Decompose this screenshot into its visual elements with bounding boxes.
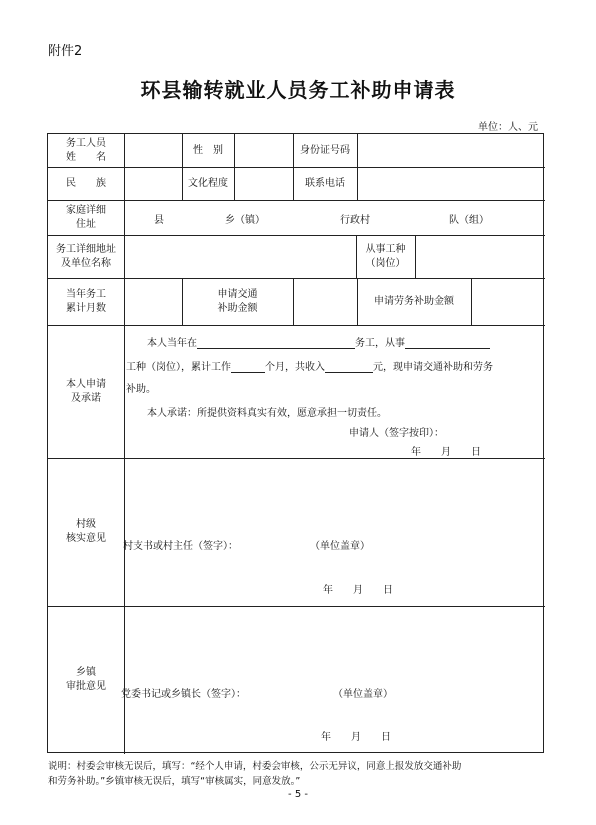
application-label <box>48 325 124 458</box>
label-line: 及承诺 <box>71 392 101 404</box>
gender-label: 性 别 <box>193 144 223 156</box>
text-span: 元，现申请交通补助和劳务 <box>373 362 493 373</box>
work-months-label <box>48 278 124 325</box>
village-label: 行政村 <box>340 215 370 226</box>
blank-months[interactable] <box>231 361 265 373</box>
village-verification-label <box>48 458 124 606</box>
note-line: 说明：村委会审核无误后，填写：“经个人申请，村委会审核，公示无异议，同意上报发放交通补助 <box>48 761 462 772</box>
form-title: 环县输转就业人员务工补助申请表 <box>140 78 456 102</box>
job-type-label <box>356 235 415 278</box>
label-line: 本人申请 <box>66 378 106 390</box>
village-seal-label: （单位盖章） <box>310 541 370 552</box>
town-signer-label: 党委书记或乡镇长（签字）： <box>121 689 246 700</box>
col-divider <box>293 278 294 325</box>
label-line: 姓 名 <box>66 151 106 163</box>
worker-name-label <box>48 134 124 167</box>
col-divider <box>124 134 125 754</box>
application-form-table <box>47 133 544 753</box>
county-label: 县 <box>154 215 164 226</box>
text-span: 个月，共收入 <box>265 362 325 373</box>
id-number-label: 身份证号码 <box>300 144 350 156</box>
page-number: - 5 - <box>288 789 308 800</box>
town-seal-label: （单位盖章） <box>333 689 393 700</box>
village-signer-label: 村支书或村主任（签字）： <box>123 541 238 552</box>
blank-job[interactable] <box>405 337 490 349</box>
col-divider <box>415 235 416 278</box>
attachment-label: 附件2 <box>48 44 83 59</box>
col-divider <box>471 278 472 325</box>
label-line: 务工人员 <box>66 137 106 149</box>
ethnicity-label: 民 族 <box>66 177 106 189</box>
label-line: 核实意见 <box>66 533 106 544</box>
blank-work-location[interactable] <box>197 337 355 349</box>
village-date: 年 月 日 <box>323 585 393 596</box>
label-line: 家庭详细 <box>66 204 106 216</box>
application-date: 年 月 日 <box>411 447 481 458</box>
text-span: 务工，从事 <box>355 338 405 349</box>
town-approval-label <box>48 606 124 754</box>
label-line: 从事工种 <box>365 243 406 255</box>
phone-label: 联系电话 <box>305 177 345 189</box>
work-address-label <box>48 235 124 278</box>
label-line: 当年务工 <box>66 288 106 300</box>
label-line: 及单位名称 <box>61 257 111 269</box>
form-note <box>48 759 548 789</box>
label-line: 村级 <box>76 519 96 530</box>
note-line: 和劳务补助。”乡镇审核无误后，填写“审核属实，同意发放。” <box>48 776 301 787</box>
home-address-label <box>48 200 124 235</box>
col-divider <box>357 134 358 200</box>
commitment-text: 本人承诺：所提供资料真实有效，愿意承担一切责任。 <box>147 408 387 419</box>
text-span: 工种（岗位），累计工作 <box>126 362 231 373</box>
label-line: （岗位） <box>365 257 406 269</box>
application-line-1 <box>147 334 490 349</box>
label-line: 累计月数 <box>66 302 106 314</box>
label-line: 务工详细地址 <box>56 243 116 255</box>
blank-income[interactable] <box>325 361 373 373</box>
text-span: 本人当年在 <box>147 338 197 349</box>
application-line-3: 补助。 <box>126 384 156 395</box>
label-line: 申请交通 <box>217 288 258 300</box>
traffic-subsidy-label <box>182 278 293 325</box>
town-label: 乡（镇） <box>225 215 265 226</box>
unit-label: 单位：人、元 <box>478 122 538 133</box>
team-label: 队（组） <box>449 215 489 226</box>
application-line-2 <box>126 358 493 373</box>
label-line: 乡镇 <box>76 667 96 678</box>
label-line: 住址 <box>76 218 96 230</box>
town-date: 年 月 日 <box>321 732 391 743</box>
labor-subsidy-label: 申请劳务补助金额 <box>374 295 454 307</box>
education-label: 文化程度 <box>188 177 228 189</box>
label-line: 补助金额 <box>217 302 258 314</box>
label-line: 审批意见 <box>66 681 106 692</box>
col-divider <box>234 134 235 200</box>
applicant-signature-label: 申请人（签字按印）： <box>349 428 444 439</box>
